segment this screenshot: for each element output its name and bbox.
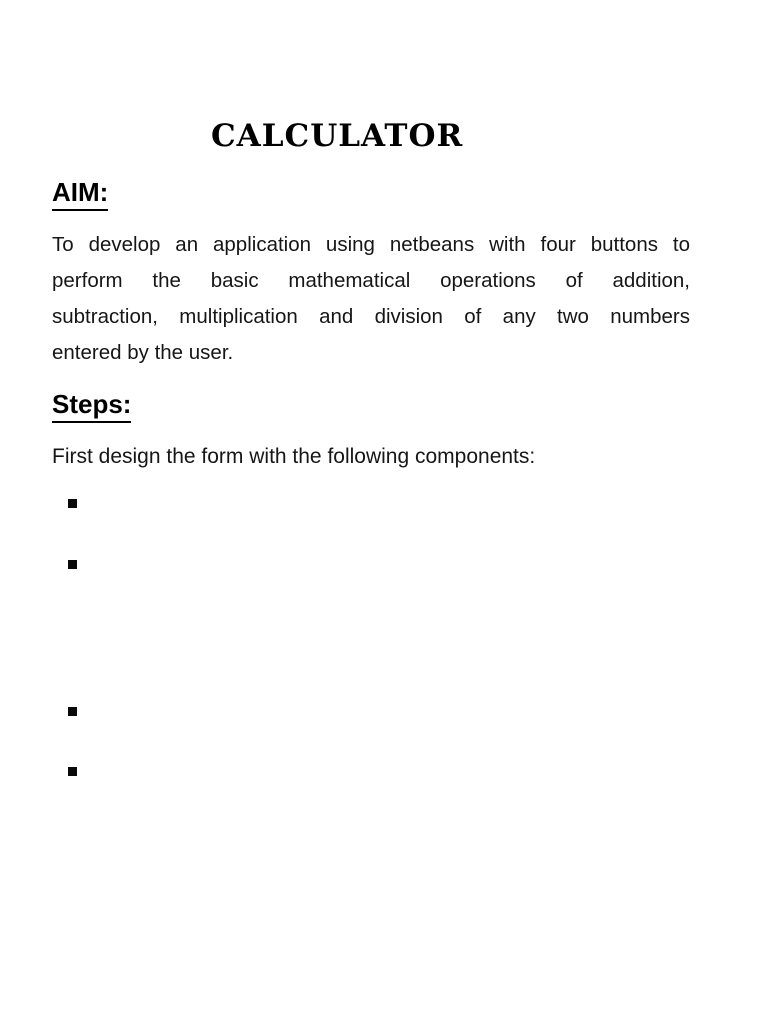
paragraph-line: To develop an application using netbeans with four buttons to: [52, 233, 690, 256]
square-bullet-icon: [68, 499, 77, 508]
steps-intro: First design the form with the following components:: [52, 445, 536, 468]
paragraph-line: subtraction, multiplication and division of any two numbers: [52, 305, 690, 328]
aim-paragraph: [52, 227, 690, 371]
steps-heading: [52, 389, 131, 423]
square-bullet-icon: [68, 767, 77, 776]
aim-heading: [52, 177, 108, 211]
paragraph-line: perform the basic mathematical operations of addition,: [52, 269, 690, 292]
list-item: [68, 560, 91, 569]
square-bullet-icon: [68, 707, 77, 716]
document-title: CALCULATOR: [211, 118, 464, 154]
steps-heading-text: Steps:: [52, 389, 131, 423]
list-item: [68, 707, 91, 716]
list-item: [68, 499, 91, 508]
aim-heading-text: AIM:: [52, 177, 108, 211]
list-item: [68, 767, 91, 776]
square-bullet-icon: [68, 560, 77, 569]
paragraph-line: entered by the user.: [52, 341, 234, 364]
